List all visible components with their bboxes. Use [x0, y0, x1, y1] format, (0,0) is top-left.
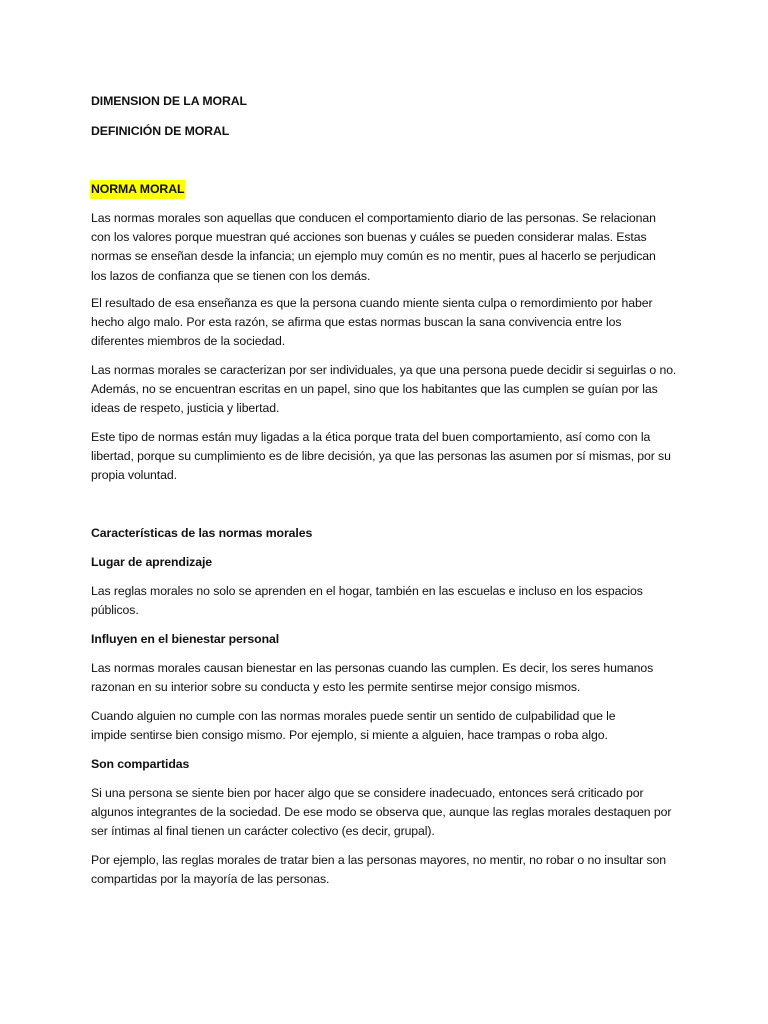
norma-moral-highlight: NORMA MORAL — [90, 180, 185, 199]
paragraph-8: Si una persona se siente bien por hacer algo que se considere inadecuado, entonces será criticado por algunos integrantes de la sociedad. De ese modo se observa que, aunque las reglas morales destaquen por ser íntimas al final tienen un carácter colectivo (es decir, grupal). — [91, 786, 672, 839]
paragraph-1: Las normas morales son aquellas que conducen el comportamiento diario de las personas. Se relacionan con los valores porque muestran qué acciones son buenas y cuáles se pueden considerar malas. Estas normas se enseñan desde la infancia; un ejemplo muy común es no mentir, pues al hacerlo se perjudican los lazos de confianza que se tienen con los demás. — [91, 211, 656, 283]
caracteristicas-heading: Características de las normas morales — [91, 526, 313, 540]
paragraph-7: Cuando alguien no cumple con las normas morales puede sentir un sentido de culpabilidad que le impide sentirse bien consigo mismo. Por ejemplo, si miente a alguien, hace trampas o roba algo. — [91, 709, 616, 743]
influyen-heading: Influyen en el bienestar personal — [91, 632, 280, 646]
paragraph-5: Las reglas morales no solo se aprenden en el hogar, también en las escuelas e incluso en los espacios públicos. — [91, 584, 643, 618]
norma-moral-heading — [90, 180, 185, 199]
doc-subtitle: DEFINICIÓN DE MORAL — [91, 124, 230, 138]
paragraph-6: Las normas morales causan bienestar en las personas cuando las cumplen. Es decir, los seres humanos razonan en su interior sobre su conducta y esto les permite sentirse mejor consigo mismos. — [91, 661, 654, 695]
paragraph-4: Este tipo de normas están muy ligadas a la ética porque trata del buen comportamiento, así como con la libertad, porque su cumplimiento es de libre decisión, ya que las personas las asumen por sí mismas, por su propia voluntad. — [91, 430, 671, 483]
paragraph-3: Las normas morales se caracterizan por ser individuales, ya que una persona puede decidir si seguirlas o no. Además, no se encuentran escritas en un papel, sino que los habitantes que las cumplen se guían por las ideas de respeto, justicia y libertad. — [91, 363, 677, 416]
doc-title: DIMENSION DE LA MORAL — [91, 94, 247, 108]
compartidas-heading: Son compartidas — [91, 757, 190, 771]
paragraph-2: El resultado de esa enseñanza es que la persona cuando miente sienta culpa o remordimiento por haber hecho algo malo. Por esta razón, se afirma que estas normas buscan la sana convivencia entre los diferentes miembros de la sociedad. — [91, 296, 653, 349]
paragraph-9: Por ejemplo, las reglas morales de tratar bien a las personas mayores, no mentir, no robar o no insultar son compartidas por la mayoría de las personas. — [91, 853, 666, 887]
lugar-heading: Lugar de aprendizaje — [91, 555, 212, 569]
